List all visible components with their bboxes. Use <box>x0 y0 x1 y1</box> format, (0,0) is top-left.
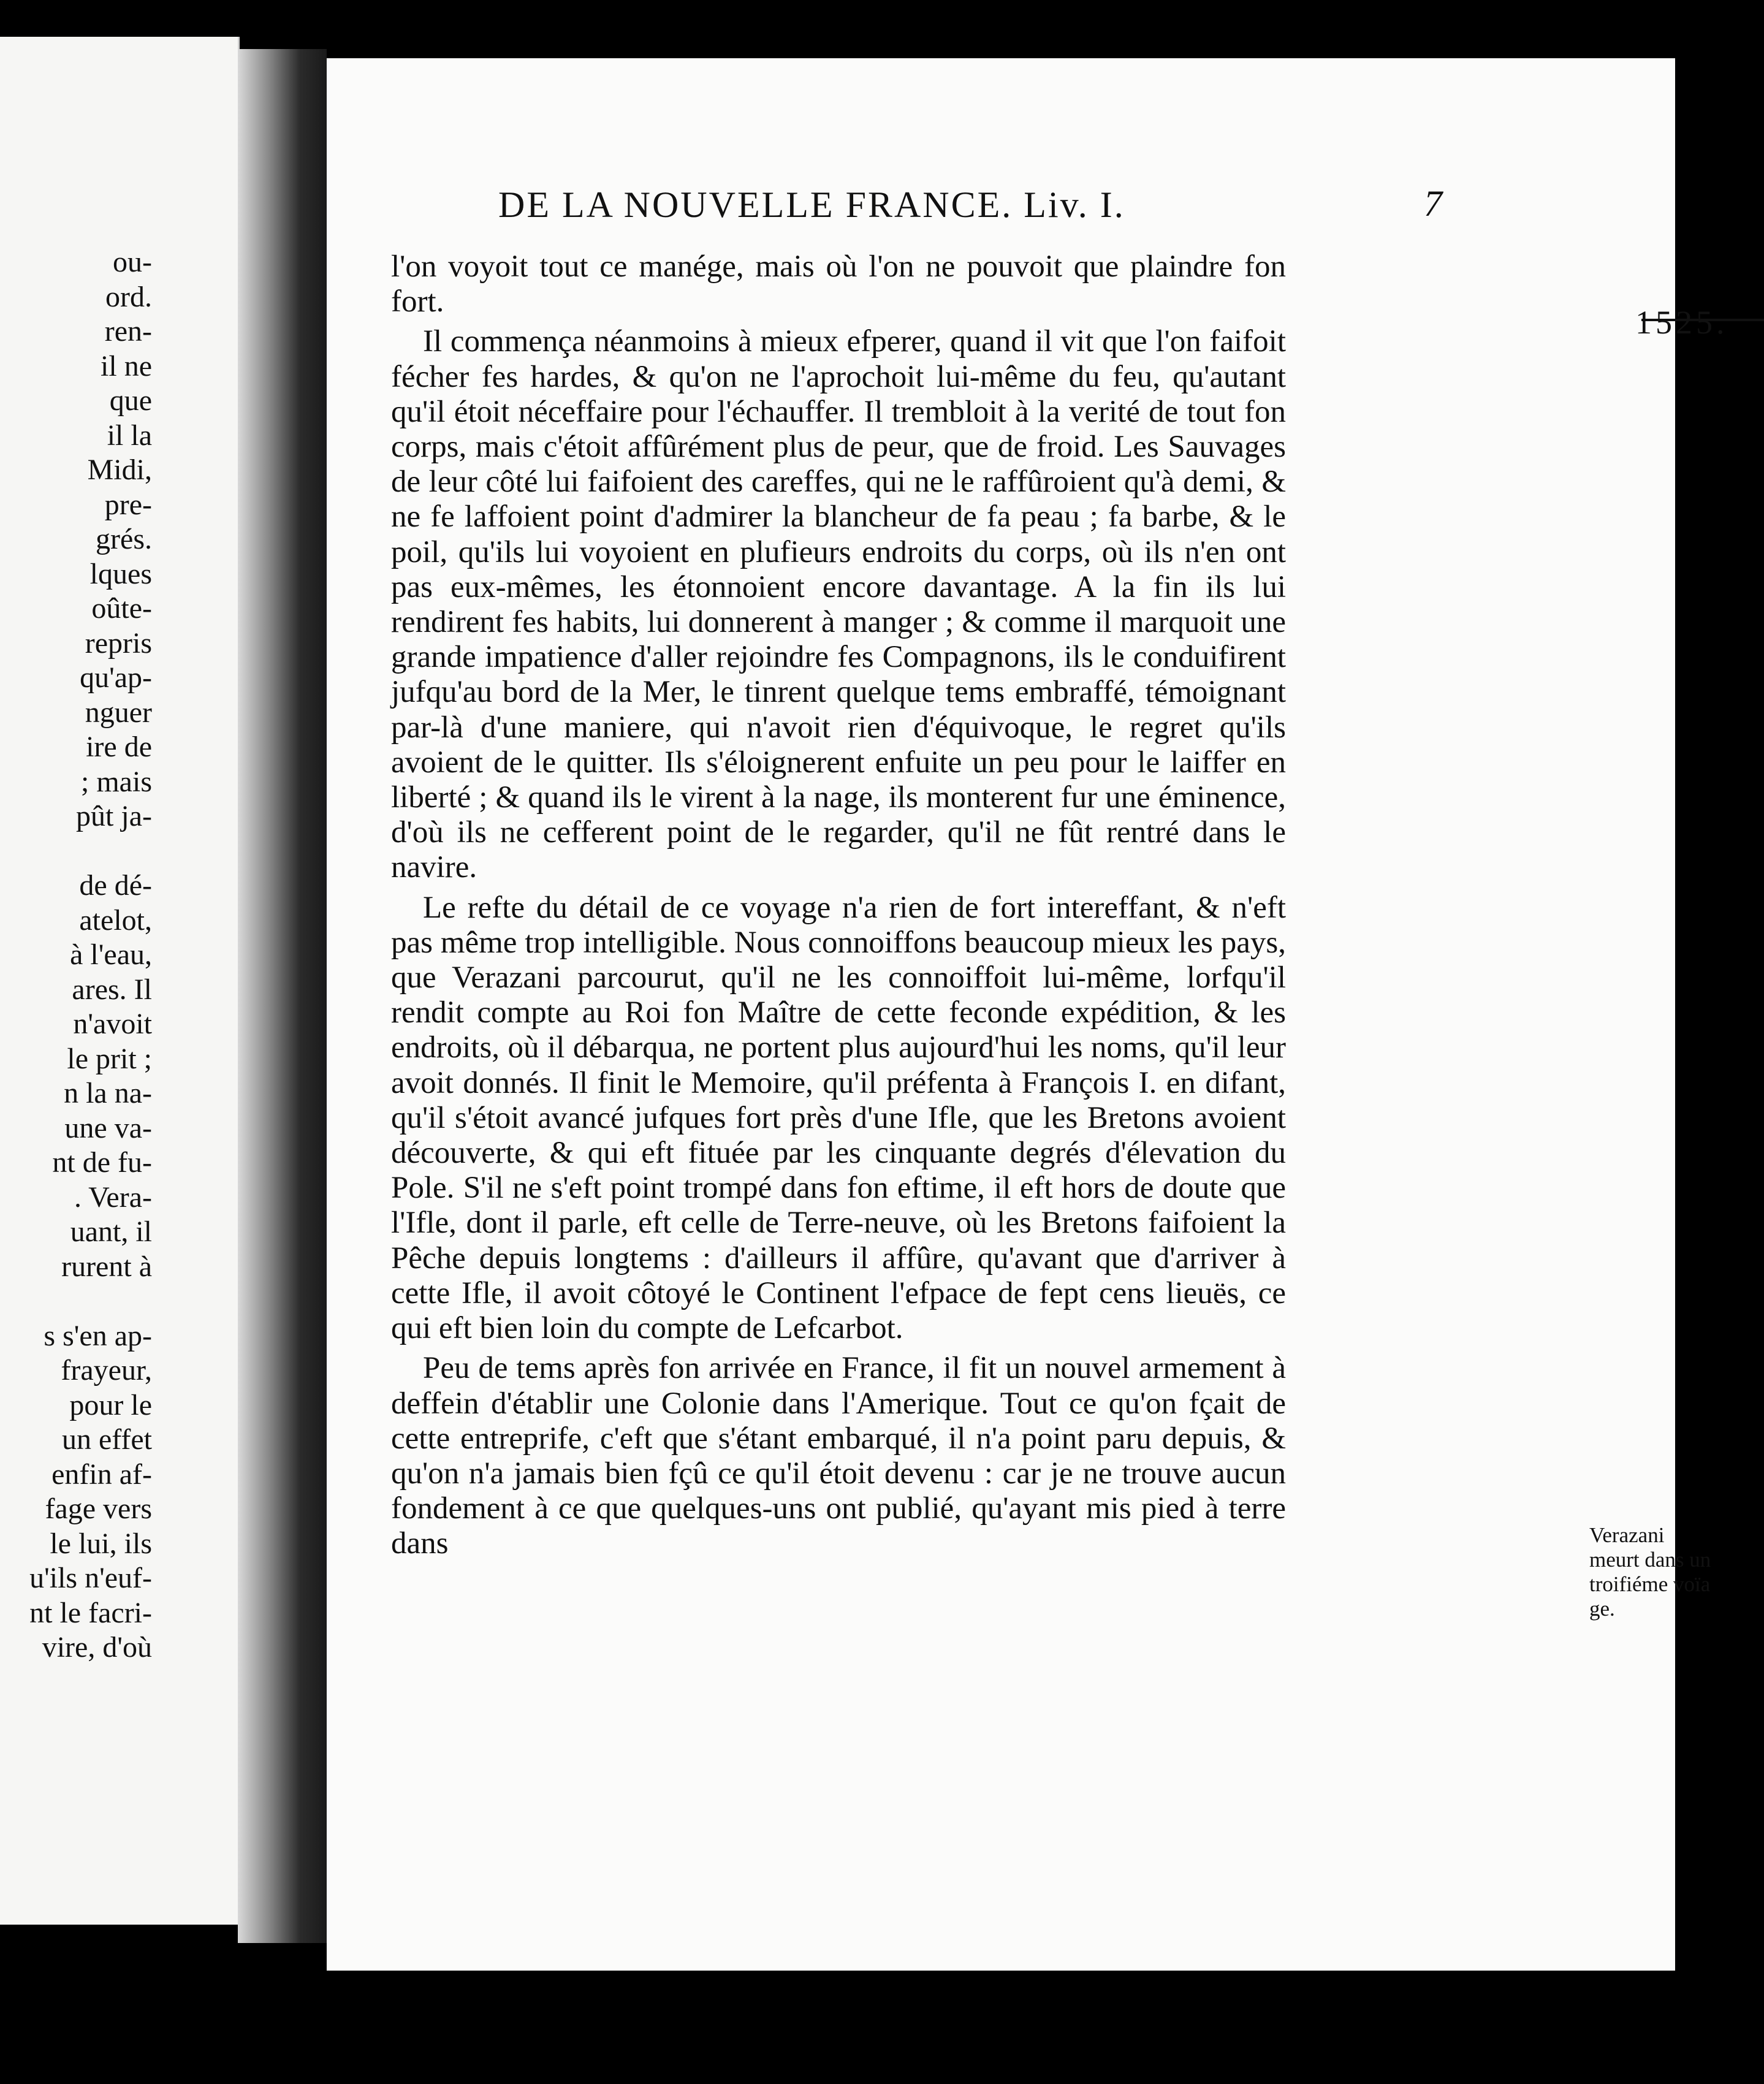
facing-page-line: s s'en ap- <box>44 1319 152 1352</box>
facing-page-line: ou- <box>113 246 152 278</box>
facing-page-line: Midi, <box>87 454 152 486</box>
facing-page-line: n la na- <box>64 1077 152 1109</box>
facing-page-line: le prit ; <box>67 1042 152 1075</box>
facing-page-line: grés. <box>96 523 152 555</box>
facing-page-text <box>0 245 238 1665</box>
facing-page-line: oûte- <box>91 592 152 625</box>
paragraph: Peu de tems après fon arrivée en France, il fit un nouvel armement à deffein d'établir une Colonie dans l'Amerique. Tout ce qu'on fçait de cette entreprife, c'eft que s'étant embarqué, il n'a point paru depuis, & qu'on n'a jamais bien fçû ce qu'il étoit devenu : car je ne trouve aucun fondement à ce que quelques-uns ont publié, qu'ayant mis pied à terre dans <box>391 1351 1286 1561</box>
facing-page-line: à l'eau, <box>70 938 152 971</box>
facing-page-line: atelot, <box>79 903 152 937</box>
facing-page-line: pre- <box>104 488 152 521</box>
margin-year: 1525. <box>1635 304 1728 341</box>
facing-page-line: il ne <box>101 349 152 382</box>
margin-note-line: troifiéme voïa <box>1589 1572 1711 1596</box>
body-text <box>391 249 1286 1562</box>
facing-page-line: n'avoit <box>73 1008 152 1040</box>
facing-page-line: que <box>109 384 152 417</box>
facing-page-line: le lui, ils <box>50 1527 152 1560</box>
facing-page-line: enfin af- <box>51 1458 152 1491</box>
facing-page-line: nt de fu- <box>52 1146 152 1179</box>
facing-page-line <box>0 834 152 869</box>
facing-page <box>0 37 240 1925</box>
facing-page-line: un effet <box>61 1423 152 1456</box>
margin-note <box>1589 1523 1736 1621</box>
facing-page-line: repris <box>85 626 152 660</box>
facing-page-line: il la <box>107 419 152 452</box>
facing-page-line: nt le facri- <box>29 1596 152 1629</box>
facing-page-line: ire de <box>86 731 152 763</box>
facing-page-line: . Vera- <box>74 1181 152 1214</box>
margin-note-line: Verazani <box>1589 1523 1665 1547</box>
running-header <box>498 184 1632 233</box>
facing-page-line: ren- <box>104 315 152 348</box>
facing-page-line: ; mais <box>81 765 152 798</box>
facing-page-line: pût ja- <box>76 800 152 832</box>
facing-page-line: rurent à <box>61 1250 152 1283</box>
book-gutter <box>238 49 327 1943</box>
margin-note-line: ge. <box>1589 1597 1615 1621</box>
facing-page-line: uant, il <box>70 1215 152 1248</box>
facing-page-line: vire, d'où <box>42 1631 152 1664</box>
main-page <box>327 58 1728 1971</box>
header-title: DE LA NOUVELLE FRANCE. Liv. I. <box>498 184 1125 225</box>
margin-note-line: meurt dans un <box>1589 1548 1711 1572</box>
facing-page-line: qu'ap- <box>80 661 152 694</box>
facing-page-line <box>0 1284 152 1319</box>
facing-page-line: fage vers <box>45 1493 152 1525</box>
facing-page-line: frayeur, <box>61 1354 152 1386</box>
facing-page-line: ares. Il <box>72 973 152 1006</box>
facing-page-line: pour le <box>69 1388 152 1421</box>
facing-page-line: ord. <box>105 280 152 313</box>
paragraph: Le refte du détail de ce voyage n'a rien de fort intereffant, & n'eft pas même trop intelligible. Nous connoiffons beaucoup mieux les pays, que Verazani parcourut, qu'il ne les connoiffoit lui-même, lorfqu'il rendit compte au Roi fon Maître de cette feconde expédition, & les endroits, où il débarqua, ne portent plus aujourd'hui les noms, qu'il leur avoit donnés. Il finit le Memoire, qu'il préfenta à François I. en difant, qu'il s'étoit avancé jufques fort près d'une Ifle, que les Bretons avoient découverte, & qui eft fituée par les cinquante degrés d'élevation du Pole. S'il ne s'eft point trompé dans fon eftime, il eft hors de doute que l'Ifle, dont il parle, eft celle de Terre-neuve, où les Bretons faifoient la Pêche depuis longtems : d'ailleurs il affûre, qu'avant que d'arriver à cette Ifle, il avoit côtoyé le Continent l'efpace de fept cens lieuës, ce qui eft bien loin du compte de Lefcarbot. <box>391 890 1286 1346</box>
page-number: 7 <box>1424 183 1444 224</box>
facing-page-line: nguer <box>85 696 152 729</box>
facing-page-line: lques <box>89 557 152 590</box>
paragraph: l'on voyoit tout ce manége, mais où l'on ne pouvoit que plaindre fon fort. <box>391 249 1286 319</box>
paragraph: Il commença néanmoins à mieux efperer, quand il vit que l'on faifoit fécher fes hardes, & qu'on ne l'aprochoit lui-même du feu, qu'autant qu'il étoit néceffaire pour l'échauffer. Il trembloit à la verité de tout fon corps, mais c'étoit affûrément plus de peur, que de froid. Les Sauvages de leur côté lui faifoient des careffes, qui ne le raffûroient qu'à demi, & ne fe laffoient point d'admirer la blancheur de fa peau ; fa barbe, & le poil, qu'ils lui voyoient en plufieurs endroits du corps, où ils n'en ont pas eux-mêmes, les étonnoient encore davantage. A la fin ils lui rendirent fes habits, lui donnerent à manger ; & comme il marquoit une grande impatience d'aller rejoindre fes Compagnons, ils le conduifirent jufqu'au bord de la Mer, le tinrent quelque tems embraffé, témoignant par-là d'une maniere, qui n'avoit rien d'équivoque, le regret qu'ils avoient de le quitter. Ils s'éloignerent enfuite un peu pour le laiffer en liberté ; & quand ils le virent à la nage, ils monterent fur une éminence, d'où ils ne cefferent point de le regarder, qu'il ne fût rentré dans le navire. <box>391 324 1286 885</box>
facing-page-line: de dé- <box>79 869 152 902</box>
facing-page-line: u'ils n'euf- <box>29 1562 152 1594</box>
facing-page-line: une va- <box>64 1111 152 1144</box>
